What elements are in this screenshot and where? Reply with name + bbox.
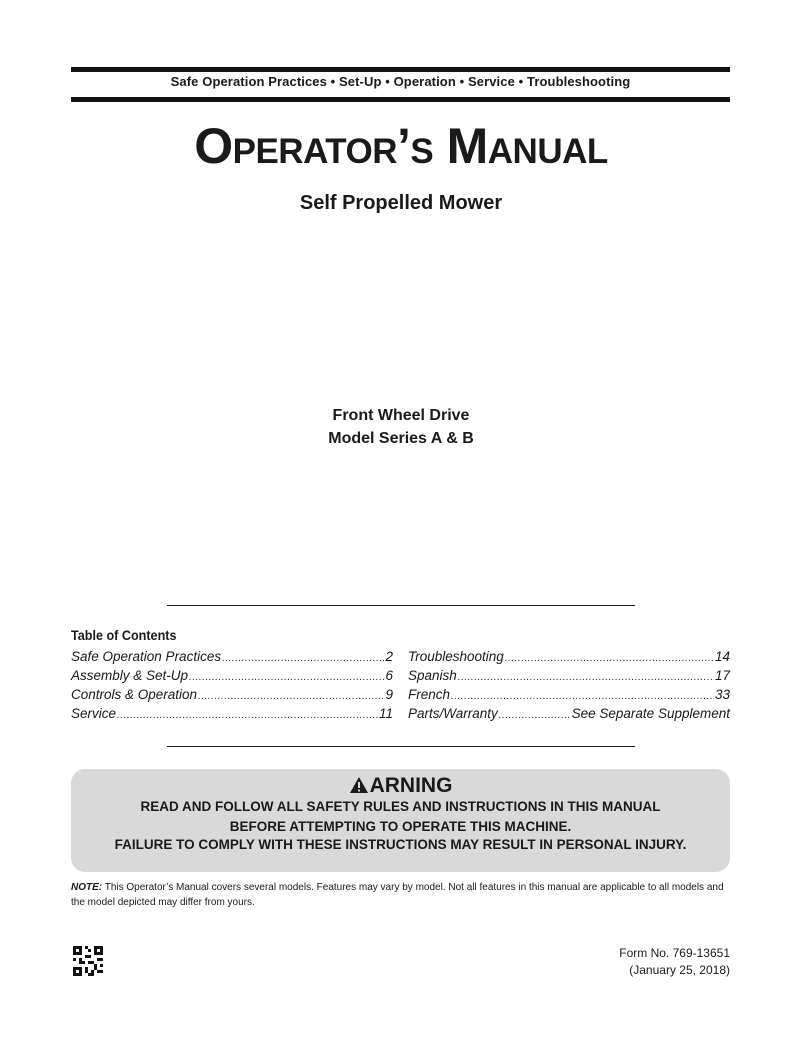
toc-entry[interactable] (71, 649, 393, 668)
toc-entry-label: Safe Operation Practices (71, 649, 222, 664)
form-number: Form No. 769-13651 (619, 946, 730, 960)
toc-entry-label: Troubleshooting (408, 649, 504, 664)
toc-entry-label: French (408, 687, 451, 702)
toc-entry-page: 2 (385, 649, 393, 664)
toc-entry[interactable] (408, 649, 730, 668)
warning-line: READ AND FOLLOW ALL SAFETY RULES AND INSTRUCTIONS IN THIS MANUAL (140, 799, 661, 814)
toc-entry-page: 6 (385, 668, 393, 683)
toc-entry-label: Service (71, 706, 117, 721)
model-drive: Front Wheel Drive (332, 407, 470, 424)
toc-leader (117, 710, 378, 721)
toc-heading: Table of Contents (71, 627, 177, 643)
warning-triangle-icon (349, 776, 369, 800)
toc-leader (198, 691, 384, 702)
model-info (0, 404, 802, 450)
toc-entry-label: Spanish (408, 668, 457, 683)
toc-entry-page: See Separate Supplement (571, 706, 730, 721)
toc-entry[interactable] (71, 668, 393, 687)
toc-entry-page: 11 (378, 706, 393, 721)
warning-heading-text: ARNING (369, 774, 453, 797)
toc-entry-page: 9 (385, 687, 393, 702)
toc-column-right (408, 649, 730, 725)
toc-leader (499, 710, 571, 721)
header-rule-top (71, 67, 730, 72)
toc-entry-page: 17 (714, 668, 730, 683)
toc-entry-label: Controls & Operation (71, 687, 198, 702)
toc-leader (189, 672, 384, 683)
toc-entry[interactable] (408, 668, 730, 687)
toc-entry-label: Assembly & Set-Up (71, 668, 189, 683)
warning-line: BEFORE ATTEMPTING TO OPERATE THIS MACHINE. (229, 819, 572, 834)
form-info (520, 945, 730, 979)
page-subtitle: Self Propelled Mower (299, 192, 503, 214)
toc-rule-top (167, 605, 635, 606)
model-series: Model Series A & B (328, 430, 474, 447)
toc-entry[interactable] (71, 687, 393, 706)
form-date: (January 25, 2018) (629, 963, 730, 977)
toc-leader (451, 691, 714, 702)
toc-entry-label: Parts/Warranty (408, 706, 498, 721)
page-title: Operator’s Manual (194, 118, 608, 174)
note-text: This Operator’s Manual covers several models. Features may vary by model. Not all features in this manual are applicable to all models and the model depicted may differ from yours. (71, 882, 724, 908)
warning-heading (71, 774, 730, 800)
toc-entry[interactable] (408, 706, 730, 725)
toc-entry[interactable] (71, 706, 393, 725)
toc-entry-page: 33 (714, 687, 730, 702)
tagline: Safe Operation Practices • Set-Up • Operation • Service • Troubleshooting (170, 74, 631, 89)
qr-code-icon (73, 946, 103, 976)
toc-leader (222, 653, 384, 664)
toc-rule-bottom (167, 746, 635, 747)
note-paragraph (71, 880, 730, 910)
note-label: NOTE: (71, 882, 103, 893)
toc-entry[interactable] (408, 687, 730, 706)
toc-entry-page: 14 (714, 649, 730, 664)
warning-box (71, 769, 730, 872)
toc-leader (505, 653, 714, 664)
warning-line: FAILURE TO COMPLY WITH THESE INSTRUCTIONS MAY RESULT IN PERSONAL INJURY. (114, 837, 687, 852)
toc-column-left (71, 649, 393, 725)
toc-leader (458, 672, 714, 683)
header-rule-bottom (71, 97, 730, 102)
